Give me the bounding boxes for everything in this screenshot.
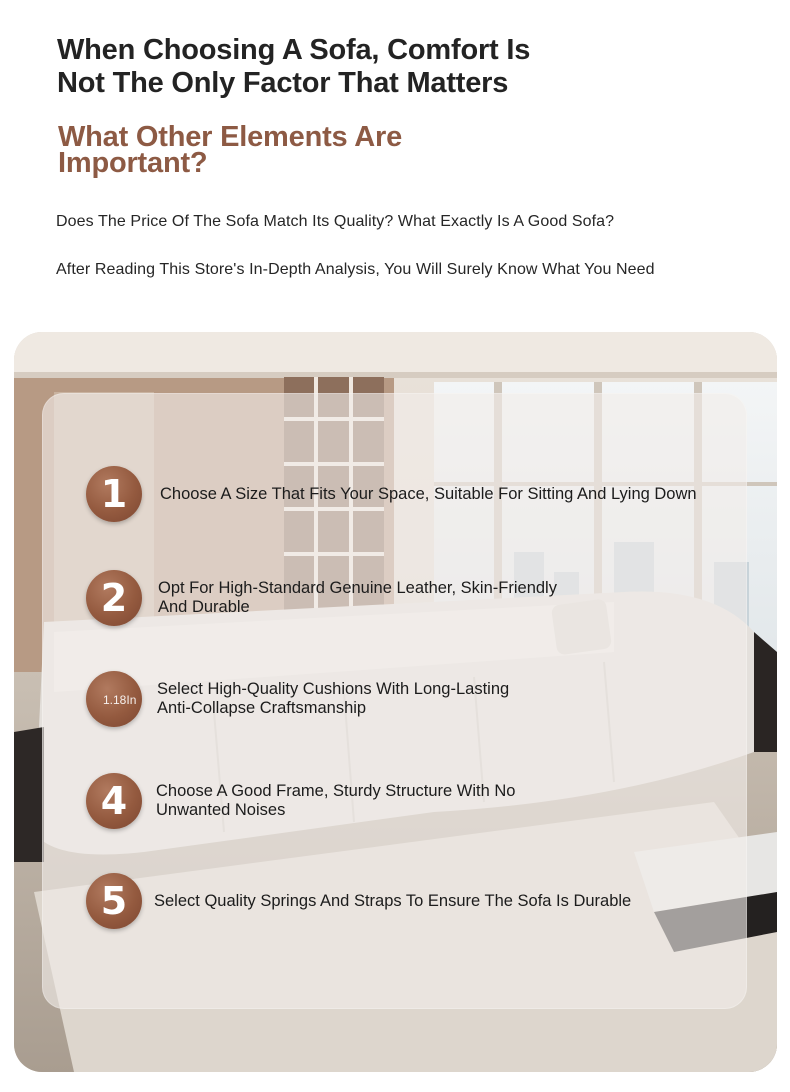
list-item xyxy=(86,873,631,929)
number-badge: 2 xyxy=(86,570,142,626)
list-item xyxy=(86,570,557,626)
item-text-line: Anti-Collapse Craftsmanship xyxy=(157,699,367,717)
feature-panel xyxy=(42,393,747,1009)
item-text-line: And Durable xyxy=(158,598,250,616)
title-line-1: When Choosing A Sofa, Comfort Is xyxy=(57,34,531,66)
intro-lead: After Reading This Store's In-Depth Analysis, You Will Surely Know What You Need xyxy=(56,261,655,278)
item-text-line: Select High-Quality Cushions With Long-Lasting xyxy=(157,680,510,698)
number-badge: 5 xyxy=(86,873,142,929)
item-text xyxy=(156,782,516,820)
page-title xyxy=(57,34,530,100)
subtitle-line-1: What Other Elements Are xyxy=(58,121,403,153)
list-item xyxy=(86,671,509,727)
list-item xyxy=(86,773,516,829)
item-text-line: Select Quality Springs And Straps To Ensure The Sofa Is Durable xyxy=(154,891,632,910)
title-line-2: Not The Only Factor That Matters xyxy=(57,67,509,99)
item-text-line: Choose A Size That Fits Your Space, Suitable For Sitting And Lying Down xyxy=(160,484,697,503)
subtitle-line-2: Important? xyxy=(58,147,208,179)
list-item xyxy=(86,466,697,522)
number-badge: 1 xyxy=(86,466,142,522)
intro-question: Does The Price Of The Sofa Match Its Quality? What Exactly Is A Good Sofa? xyxy=(56,213,615,230)
item-text-line: Choose A Good Frame, Sturdy Structure With No xyxy=(156,782,516,800)
item-text-line: Unwanted Noises xyxy=(156,801,286,819)
page-subtitle xyxy=(58,121,403,179)
item-text xyxy=(158,579,557,617)
number-badge: 4 xyxy=(86,773,142,829)
item-text-line: Opt For High-Standard Genuine Leather, Skin-Friendly xyxy=(158,579,557,597)
item-text xyxy=(160,485,697,504)
item-text xyxy=(154,892,631,911)
item-text xyxy=(157,680,509,718)
dimension-label: 1.18In xyxy=(103,693,137,707)
